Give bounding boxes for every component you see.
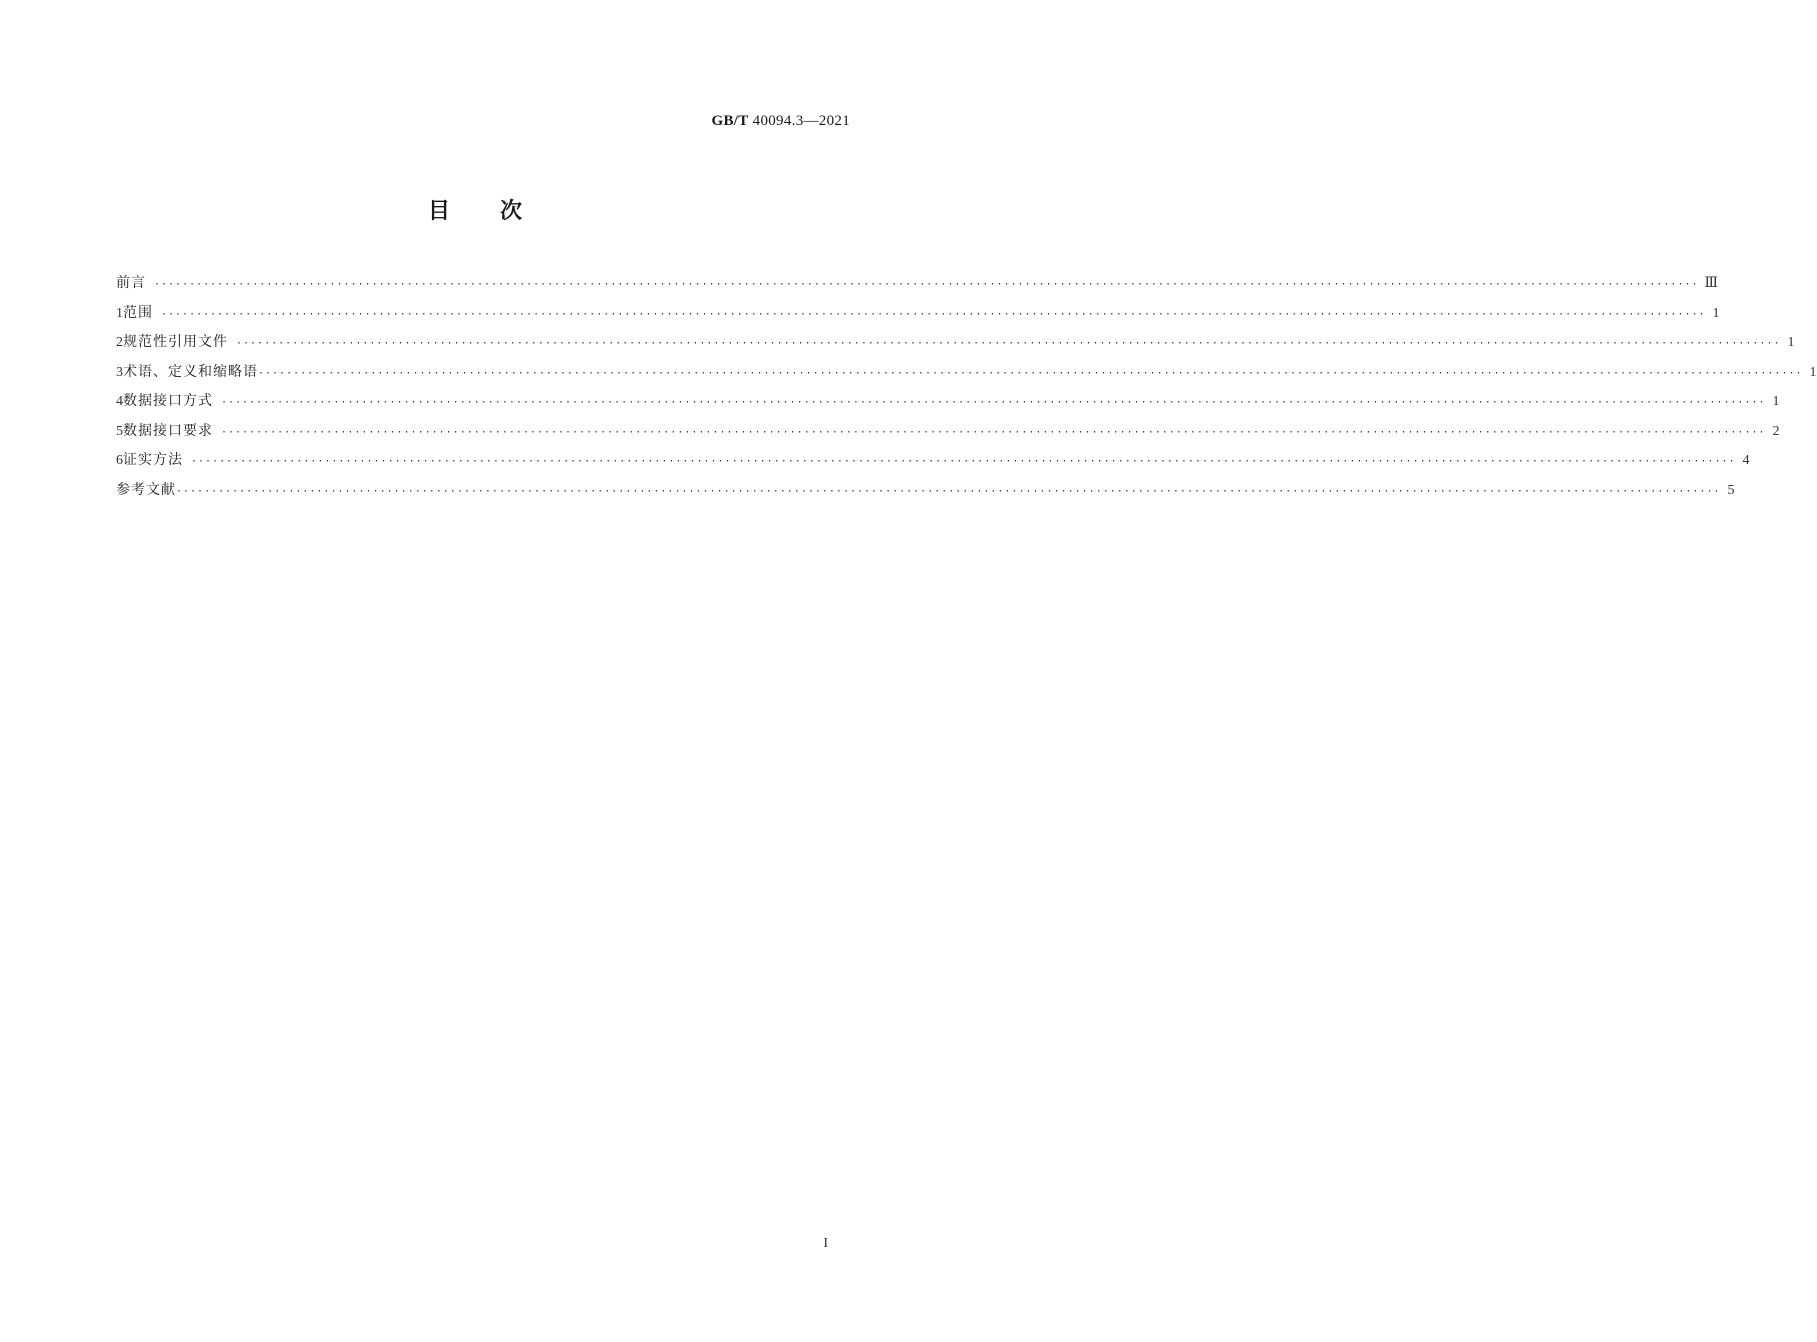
toc-leader-dots: ····························································································································································································································	[154, 279, 1699, 290]
toc-section-number: 6	[116, 453, 123, 468]
toc-entry-normative-references[interactable]	[116, 331, 1795, 361]
toc-entry-verification-methods[interactable]	[116, 449, 1750, 479]
toc-entry-text: 前言	[116, 275, 146, 291]
toc-leader-dots: ····························································································································································································································	[221, 397, 1766, 408]
toc-title: 目次	[427, 199, 572, 224]
toc-section-number: 1	[116, 305, 123, 321]
toc-entry-foreword[interactable]	[116, 272, 1719, 302]
standard-prefix: GB/T	[711, 113, 749, 129]
toc-entry-text: 术语、定义和缩略语	[123, 363, 258, 380]
toc-entry-terms-definitions[interactable]	[116, 361, 1817, 391]
standard-code	[712, 113, 850, 130]
toc-entry-text: 规范性引用文件	[123, 334, 228, 350]
page-number: I	[823, 1236, 828, 1251]
toc-entry-data-interface-methods[interactable]	[116, 390, 1780, 420]
toc-leader-dots: ····························································································································································································································	[236, 338, 1781, 349]
toc-page-number: 1	[1809, 364, 1817, 380]
toc-leader-dots: ····························································································································································································································	[258, 367, 1803, 379]
toc-page-number: 1	[1787, 335, 1795, 350]
toc-leader-dots: ····························································································································································································································	[221, 426, 1766, 438]
toc-section-number: 2	[116, 335, 123, 350]
toc-page-number: 5	[1727, 482, 1735, 498]
toc-entry-data-interface-requirements[interactable]	[116, 420, 1780, 450]
table-of-contents	[116, 272, 1817, 508]
toc-page-number: 1	[1712, 305, 1720, 321]
toc-page-number: 2	[1772, 423, 1780, 439]
toc-entry-text: 参考文献	[116, 481, 176, 498]
toc-leader-dots: ····························································································································································································································	[176, 485, 1721, 497]
toc-section-number: 3	[116, 364, 123, 380]
standard-number: 40094.3—2021	[752, 113, 850, 129]
toc-page-number: Ⅲ	[1704, 276, 1719, 291]
toc-leader-dots: ····························································································································································································································	[191, 456, 1736, 467]
toc-entry-text: 范围	[123, 304, 153, 321]
toc-entry-scope[interactable]	[116, 302, 1720, 332]
toc-section-number: 5	[116, 423, 123, 439]
toc-section-number: 4	[116, 394, 123, 409]
toc-page-number: 4	[1742, 453, 1750, 468]
toc-entry-text: 证实方法	[123, 452, 183, 468]
toc-entry-text: 数据接口要求	[123, 422, 213, 439]
toc-entry-text: 数据接口方式	[123, 393, 213, 409]
toc-entry-bibliography[interactable]	[116, 479, 1735, 509]
toc-page-number: 1	[1772, 394, 1780, 409]
toc-leader-dots: ····························································································································································································································	[161, 308, 1706, 320]
